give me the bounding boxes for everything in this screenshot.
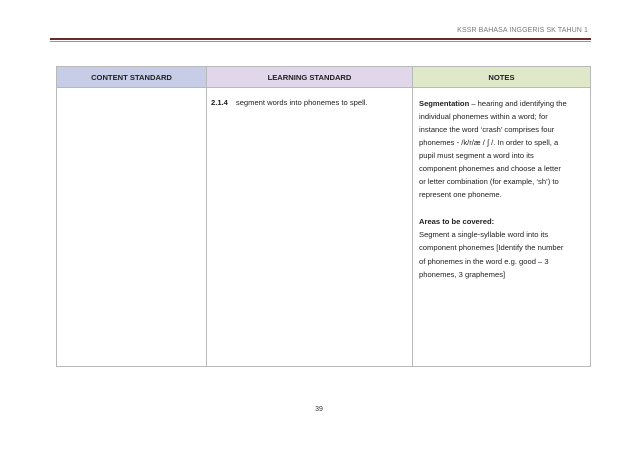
page-number: 39 bbox=[315, 406, 323, 413]
standards-table bbox=[56, 66, 591, 367]
document-header: KSSR BAHASA INGGERIS SK TAHUN 1 bbox=[457, 27, 588, 34]
learning-standard-header: LEARNING STANDARD bbox=[207, 67, 413, 88]
content-standard-cell bbox=[57, 88, 207, 367]
learning-standard-cell bbox=[207, 88, 413, 367]
areas-heading: Areas to be covered: bbox=[419, 217, 495, 227]
notes-header: NOTES bbox=[413, 67, 591, 88]
segmentation-definition: – hearing and identifying the individual phonemes within a word; for instance the word ‘crash’ comprises four phonemes - /k/r/æ / ∫ /. In order to spell, a pupil must segment a word into its component phonemes and choose a letter or letter combination (for example, ‘sh’) to represent one phoneme. bbox=[419, 99, 567, 200]
content-standard-header: CONTENT STANDARD bbox=[57, 67, 207, 88]
header-rule-secondary bbox=[50, 41, 591, 42]
segmentation-note bbox=[419, 97, 568, 201]
learning-standard-text: segment words into phonemes to spell. bbox=[235, 98, 368, 107]
notes-cell bbox=[413, 88, 591, 367]
areas-text: Segment a single-syllable word into its component phonemes [Identify the number of phonemes in the word e.g. good – 3 phonemes, 3 graphemes] bbox=[419, 230, 564, 279]
table-header-row bbox=[57, 67, 591, 88]
table-row bbox=[57, 88, 591, 367]
header-rule bbox=[50, 38, 591, 40]
learning-standard-code: 2.1.4 bbox=[211, 98, 228, 107]
segmentation-term: Segmentation bbox=[419, 99, 470, 108]
